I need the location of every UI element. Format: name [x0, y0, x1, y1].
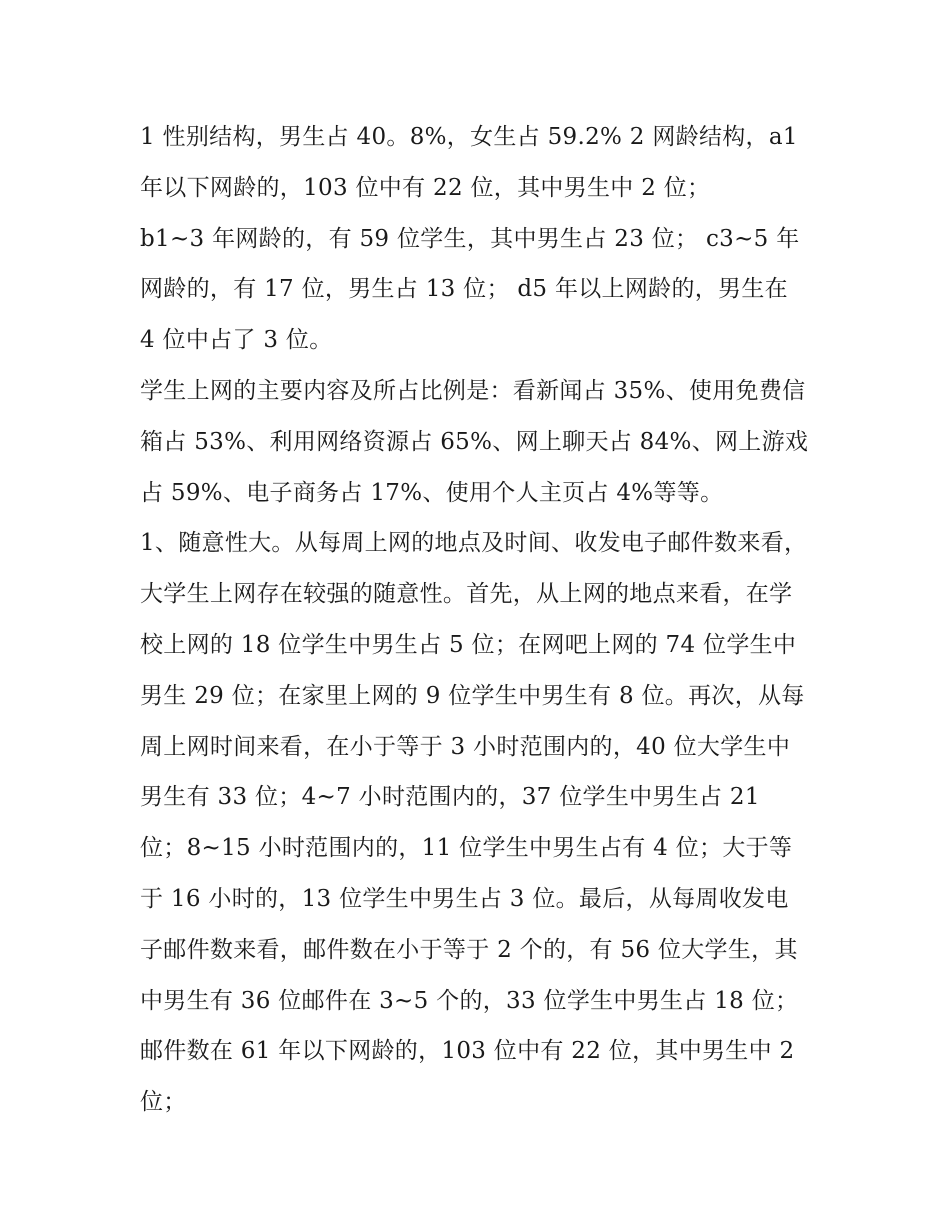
paragraph-internet-age: b1~3 年网龄的，有 59 位学生，其中男生占 23 位； c3~5 年网龄的，有 17 位，男生占 13 位； d5 年以上网龄的，男生在 4 位中占了 3 位。: [140, 225, 800, 354]
paragraph-randomness: 1、随意性大。从每周上网的地点及时间、收发电子邮件数来看，大学生上网存在较强的随意性。首先，从上网的地点来看，在学校上网的 18 位学生中男生占 5 位；在网吧上网的 74 位学生中男生 29 位；在家里上网的 9 位学生中男生有 8 位。再次，从每周上网时间来看，在小于等于 3 小时范围内的，40 位大学生中男生有 33 位；4~7 小时范围内的，37 位学生中男生占 21 位；8~15 小时范围内的，11 位学生中男生占有 4 位；大于等于 16 小时的，13 位学生中男生占 3 位。最后，从每周收发电子邮件数来看，邮件数在小于等于 2 个的，有 56 位大学生，其中男生有 36 位邮件在 3~5 个的，33 位学生中男生占 18 位；邮件数在 61 年以下网龄的，103 位中有 22 位，其中男生中 2 位；: [140, 530, 808, 1116]
paragraph-gender-structure: 1 性别结构，男生占 40。8%，女生占 59.2% 2 网龄结构，a1 年以下网龄的，103 位中有 22 位，其中男生中 2 位；: [140, 124, 798, 201]
paragraph-online-content: 学生上网的主要内容及所占比例是：看新闻占 35%、使用免费信箱占 53%、利用网络资源占 65%、网上聊天占 84%、网上游戏占 59%、电子商务占 17%、使用个人主页占 4%等等。: [140, 377, 809, 506]
